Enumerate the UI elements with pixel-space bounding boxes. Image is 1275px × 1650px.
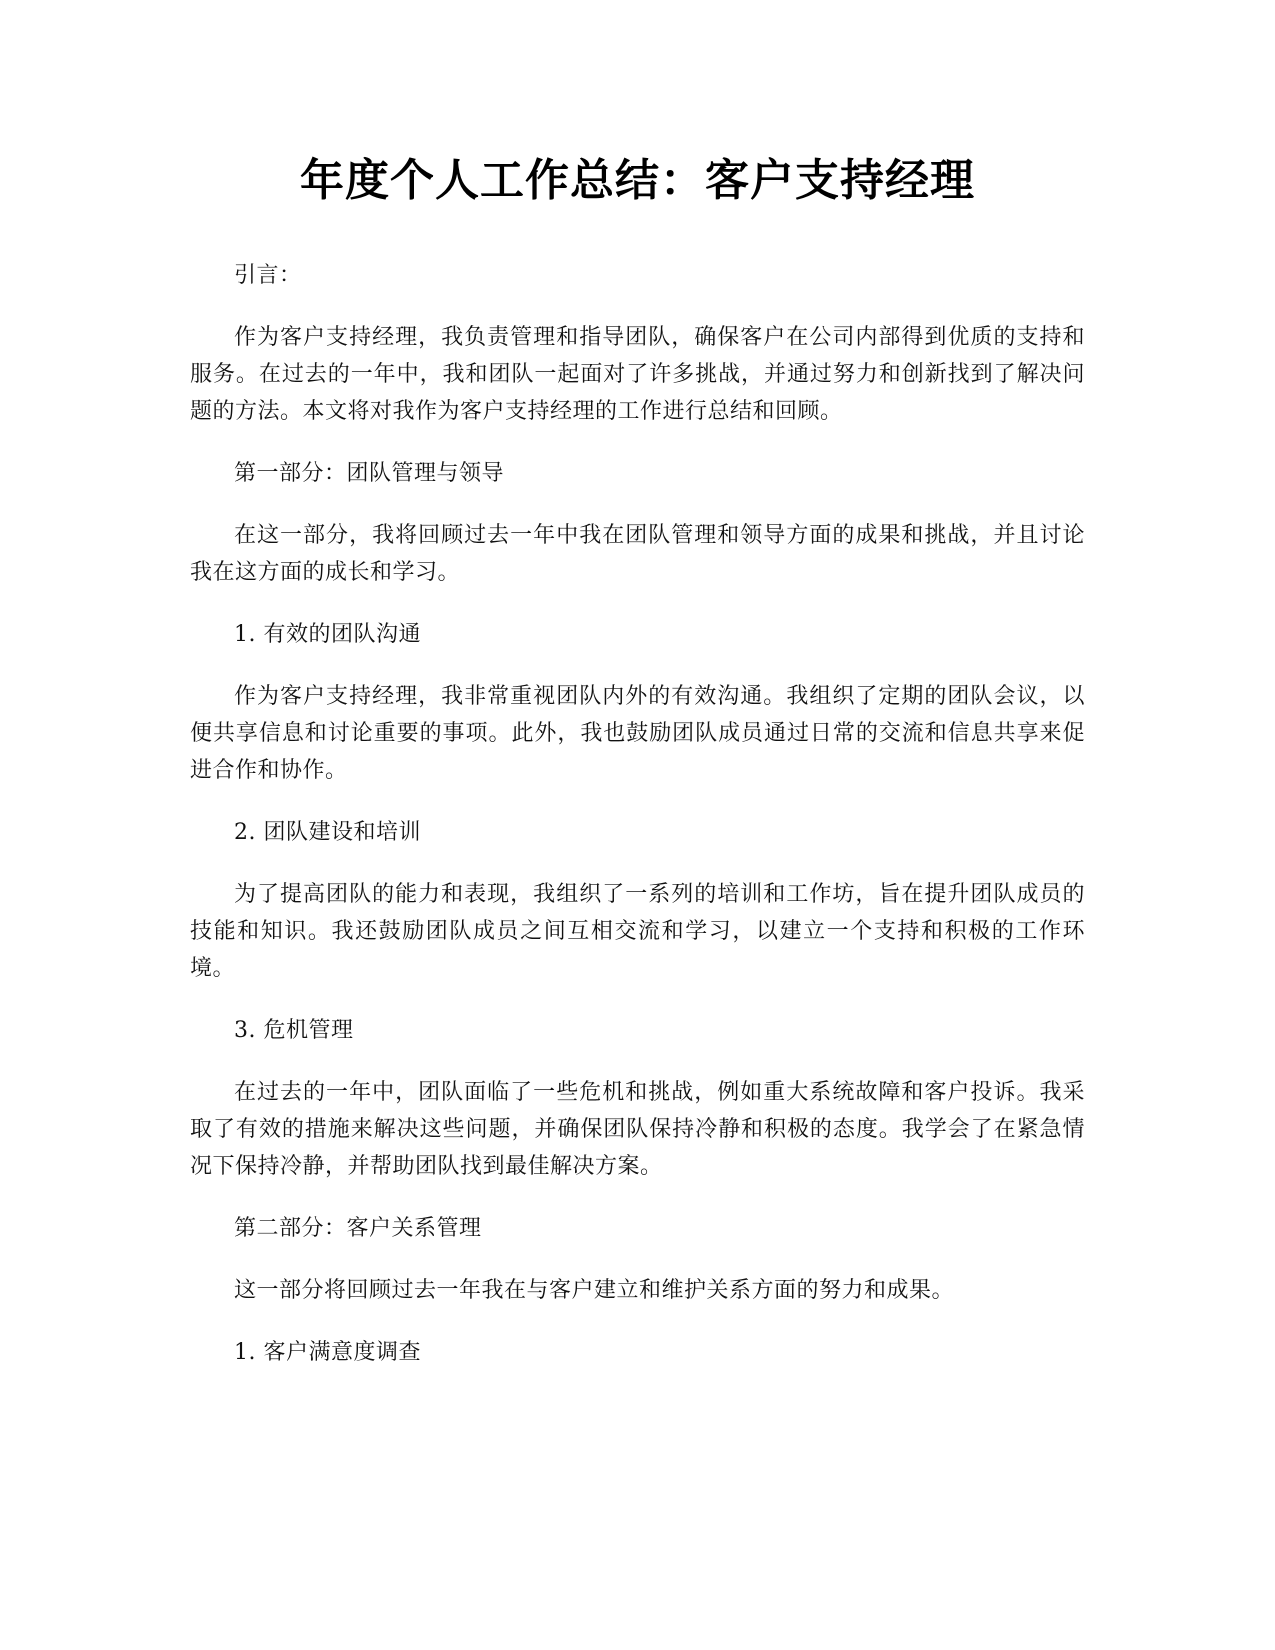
subheading-team-communication: 1. 有效的团队沟通 (234, 622, 421, 647)
subheading-satisfaction-survey: 1. 客户满意度调查 (234, 1340, 421, 1365)
paragraph-team-communication: 作为客户支持经理，我非常重视团队内外的有效沟通。我组织了定期的团队会议，以便共享信息和讨论重要的事项。此外，我也鼓励团队成员通过日常的交流和信息共享来促进合作和协作。 (190, 684, 1085, 783)
subheading-team-building: 2. 团队建设和培训 (234, 820, 421, 845)
document-title: 年度个人工作总结：客户支持经理 (300, 155, 975, 206)
subheading-crisis-management: 3. 危机管理 (234, 1018, 354, 1043)
paragraph-team-building: 为了提高团队的能力和表现，我组织了一系列的培训和工作坊，旨在提升团队成员的技能和知识。我还鼓励团队成员之间互相交流和学习，以建立一个支持和积极的工作环境。 (190, 882, 1085, 981)
section-heading-part-one: 第一部分：团队管理与领导 (234, 461, 505, 486)
paragraph-part-two: 这一部分将回顾过去一年我在与客户建立和维护关系方面的努力和成果。 (234, 1278, 955, 1303)
paragraph-part-one: 在这一部分，我将回顾过去一年中我在团队管理和领导方面的成果和挑战，并且讨论我在这方面的成长和学习。 (190, 523, 1085, 585)
document-body (190, 150, 1085, 1396)
section-heading-intro: 引言： (234, 263, 302, 288)
section-heading-part-two: 第二部分：客户关系管理 (234, 1216, 482, 1241)
paragraph-intro: 作为客户支持经理，我负责管理和指导团队，确保客户在公司内部得到优质的支持和服务。在过去的一年中，我和团队一起面对了许多挑战，并通过努力和创新找到了解决问题的方法。本文将对我作为客户支持经理的工作进行总结和回顾。 (190, 325, 1085, 424)
paragraph-crisis-management: 在过去的一年中，团队面临了一些危机和挑战，例如重大系统故障和客户投诉。我采取了有效的措施来解决这些问题，并确保团队保持冷静和积极的态度。我学会了在紧急情况下保持冷静，并帮助团队找到最佳解决方案。 (190, 1080, 1085, 1179)
